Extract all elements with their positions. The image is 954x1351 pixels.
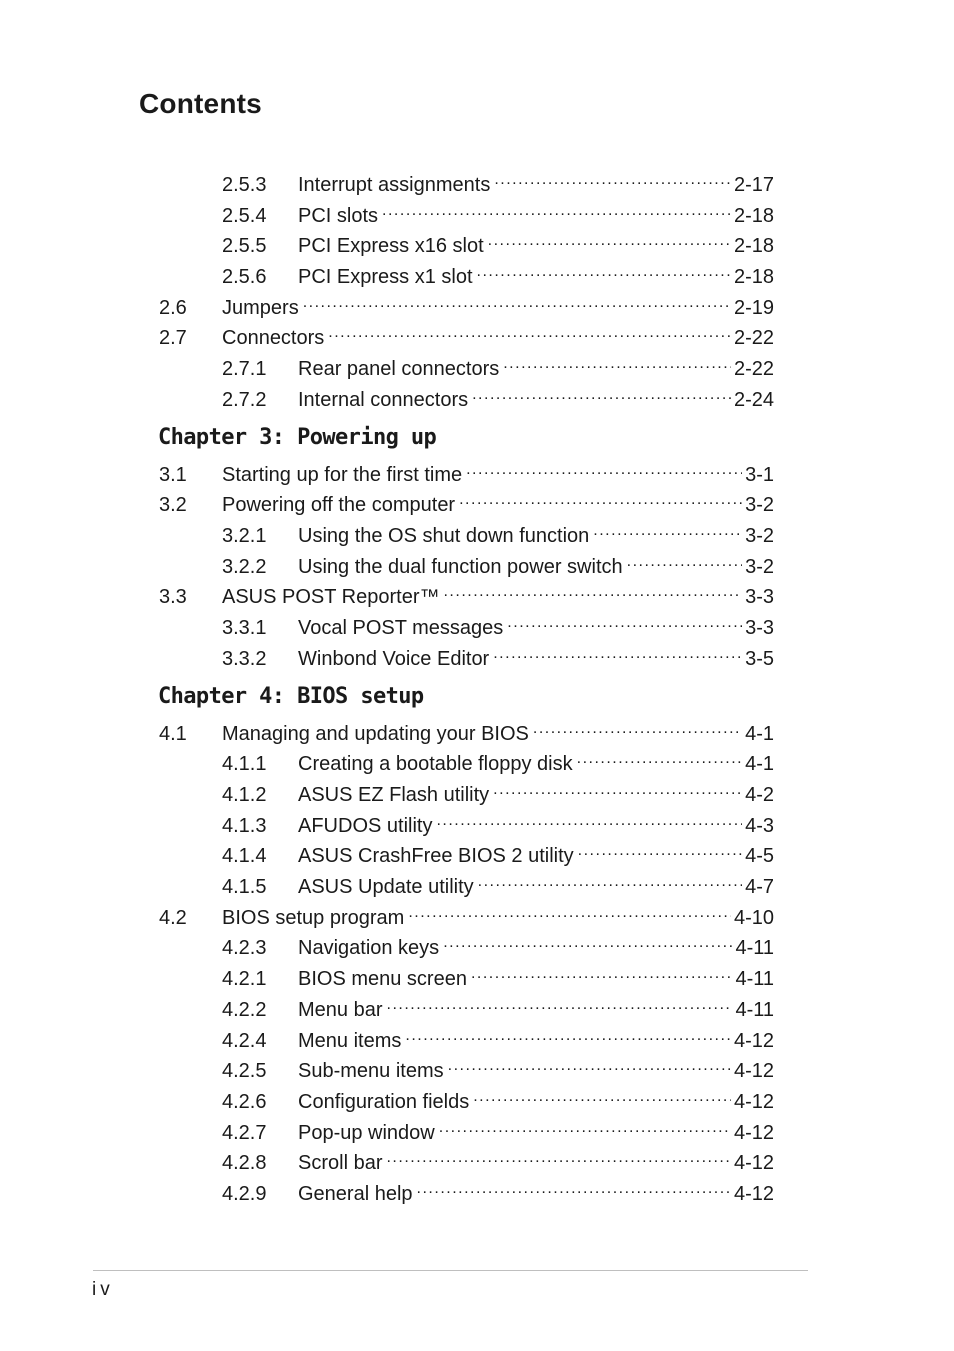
dot-leader: [533, 714, 742, 740]
page-reference: 3-2: [745, 494, 774, 516]
toc-entry[interactable]: [222, 257, 774, 288]
dot-leader: [459, 485, 742, 511]
section-title: PCI Express x16 slot: [298, 235, 484, 257]
section-number: 3.3.2: [222, 648, 267, 670]
section-number: 4.2.1: [222, 968, 267, 990]
dot-leader: [328, 318, 731, 344]
section-number: 2.5.5: [222, 235, 267, 257]
section-number: 2.5.4: [222, 205, 267, 227]
page-reference: 4-12: [733, 1060, 774, 1082]
toc-entry[interactable]: [222, 349, 774, 380]
chapter-heading: Chapter 3: Powering up: [158, 424, 437, 450]
section-title: Menu items: [298, 1030, 402, 1052]
dot-leader: [472, 380, 731, 406]
toc-entry[interactable]: [222, 196, 774, 227]
toc-entry[interactable]: [159, 898, 774, 929]
page-reference: 2-22: [733, 327, 774, 349]
dot-leader: [408, 898, 731, 924]
page-reference: 4-2: [745, 784, 774, 806]
toc-entry[interactable]: [159, 288, 774, 319]
section-title: Creating a bootable floppy disk: [298, 753, 573, 775]
section-number: 4.2.7: [222, 1122, 267, 1144]
page-reference: 4-12: [733, 1091, 774, 1113]
page-reference: 2-18: [733, 235, 774, 257]
section-title: Using the OS shut down function: [298, 525, 590, 547]
dot-leader: [488, 226, 731, 252]
page-title: Contents: [139, 88, 262, 119]
dot-leader: [466, 455, 742, 481]
page-reference: 4-12: [733, 1122, 774, 1144]
toc-entry[interactable]: [222, 867, 774, 898]
dot-leader: [578, 836, 742, 862]
section-number: 4.2.3: [222, 937, 267, 959]
page-reference: 2-22: [733, 358, 774, 380]
toc-entry[interactable]: [222, 226, 774, 257]
section-title: Interrupt assignments: [298, 174, 491, 196]
section-title: Navigation keys: [298, 937, 440, 959]
toc-entry[interactable]: [222, 1113, 774, 1144]
section-number: 4.2: [159, 907, 187, 929]
toc-entry[interactable]: [222, 1051, 774, 1082]
footer-divider: [93, 1270, 808, 1271]
section-title: Connectors: [222, 327, 325, 349]
section-title: Winbond Voice Editor: [298, 648, 490, 670]
section-title: Using the dual function power switch: [298, 556, 623, 578]
toc-entry[interactable]: [222, 744, 774, 775]
dot-leader: [473, 1082, 731, 1108]
section-title: PCI Express x1 slot: [298, 266, 473, 288]
section-number: 3.2: [159, 494, 187, 516]
section-title: ASUS Update utility: [298, 876, 474, 898]
dot-leader: [443, 928, 732, 954]
dot-leader: [439, 1113, 731, 1139]
section-number: 3.1: [159, 464, 187, 486]
page-reference: 2-18: [733, 205, 774, 227]
dot-leader: [443, 577, 742, 603]
section-title: Managing and updating your BIOS: [222, 723, 529, 745]
toc-entry[interactable]: [159, 485, 774, 516]
page-reference: 4-12: [733, 1183, 774, 1205]
page-reference: 2-24: [733, 389, 774, 411]
section-number: 4.2.9: [222, 1183, 267, 1205]
dot-leader: [386, 1143, 730, 1169]
dot-leader: [417, 1174, 731, 1200]
section-title: ASUS POST Reporter™: [222, 586, 440, 608]
section-number: 4.2.2: [222, 999, 267, 1021]
page-reference: 3-2: [745, 556, 774, 578]
page-reference: 3-5: [745, 648, 774, 670]
section-number: 3.2.1: [222, 525, 267, 547]
dot-leader: [493, 775, 742, 801]
section-title: Configuration fields: [298, 1091, 470, 1113]
section-title: Rear panel connectors: [298, 358, 500, 380]
toc-entry[interactable]: [159, 577, 774, 608]
page-reference: 4-7: [745, 876, 774, 898]
page-reference: 3-3: [745, 617, 774, 639]
page-reference: 2-19: [733, 297, 774, 319]
dot-leader: [471, 959, 732, 985]
page-reference: 4-10: [733, 907, 774, 929]
section-title: Sub-menu items: [298, 1060, 444, 1082]
toc-entry[interactable]: [222, 547, 774, 578]
section-title: BIOS menu screen: [298, 968, 467, 990]
page-reference: 4-11: [735, 999, 774, 1021]
dot-leader: [577, 744, 742, 770]
dot-leader: [436, 806, 742, 832]
section-number: 4.2.5: [222, 1060, 267, 1082]
toc-entry[interactable]: [222, 959, 774, 990]
page-reference: 3-3: [745, 586, 774, 608]
section-number: 4.2.8: [222, 1152, 267, 1174]
toc-entry[interactable]: [222, 1082, 774, 1113]
toc-entry[interactable]: [222, 990, 774, 1021]
section-number: 2.7.2: [222, 389, 267, 411]
toc-entry[interactable]: [222, 775, 774, 806]
section-title: Pop-up window: [298, 1122, 435, 1144]
section-number: 2.5.6: [222, 266, 267, 288]
toc-entry[interactable]: [222, 380, 774, 411]
section-title: Internal connectors: [298, 389, 469, 411]
section-number: 2.7.1: [222, 358, 267, 380]
section-title: Powering off the computer: [222, 494, 456, 516]
toc-entry[interactable]: [222, 836, 774, 867]
section-number: 2.6: [159, 297, 187, 319]
dot-leader: [303, 288, 731, 314]
toc-entry[interactable]: [222, 1143, 774, 1174]
dot-leader: [478, 867, 742, 893]
section-title: ASUS EZ Flash utility: [298, 784, 490, 806]
page-reference: 4-11: [735, 968, 774, 990]
page-number: iv: [92, 1279, 114, 1300]
page-reference: 3-1: [745, 464, 774, 486]
section-number: 4.1.2: [222, 784, 267, 806]
section-number: 2.7: [159, 327, 187, 349]
page-reference: 4-12: [733, 1152, 774, 1174]
page-reference: 4-5: [745, 845, 774, 867]
section-title: BIOS setup program: [222, 907, 405, 929]
page-reference: 4-12: [733, 1030, 774, 1052]
toc-entry[interactable]: [159, 318, 774, 349]
section-number: 4.1.5: [222, 876, 267, 898]
page-reference: 2-18: [733, 266, 774, 288]
section-title: Vocal POST messages: [298, 617, 504, 639]
section-number: 3.3: [159, 586, 187, 608]
toc-entry[interactable]: [222, 928, 774, 959]
toc-entry[interactable]: [222, 516, 774, 547]
section-title: General help: [298, 1183, 413, 1205]
dot-leader: [593, 516, 742, 542]
toc-entry[interactable]: [222, 165, 774, 196]
dot-leader: [382, 196, 731, 222]
dot-leader: [448, 1051, 731, 1077]
dot-leader: [493, 639, 742, 665]
page-reference: 4-3: [745, 815, 774, 837]
section-title: Starting up for the first time: [222, 464, 463, 486]
section-number: 3.2.2: [222, 556, 267, 578]
dot-leader: [507, 608, 742, 634]
toc-entry[interactable]: [222, 639, 774, 670]
dot-leader: [387, 990, 733, 1016]
page-reference: 4-1: [745, 753, 774, 775]
section-number: 4.1.1: [222, 753, 267, 775]
section-title: Jumpers: [222, 297, 299, 319]
dot-leader: [494, 165, 731, 191]
section-number: 4.1.3: [222, 815, 267, 837]
dot-leader: [477, 257, 731, 283]
section-number: 2.5.3: [222, 174, 267, 196]
section-number: 3.3.1: [222, 617, 267, 639]
section-number: 4.1: [159, 723, 187, 745]
toc-entry[interactable]: [222, 1174, 774, 1205]
section-title: AFUDOS utility: [298, 815, 433, 837]
toc-entry[interactable]: [222, 1021, 774, 1052]
dot-leader: [627, 547, 742, 573]
section-title: PCI slots: [298, 205, 379, 227]
toc-entry[interactable]: [159, 455, 774, 486]
toc-entry[interactable]: [222, 806, 774, 837]
toc-entry[interactable]: [159, 714, 774, 745]
section-title: Menu bar: [298, 999, 383, 1021]
chapter-heading: Chapter 4: BIOS setup: [158, 683, 424, 709]
page-reference: 4-11: [735, 937, 774, 959]
section-title: Scroll bar: [298, 1152, 383, 1174]
section-title: ASUS CrashFree BIOS 2 utility: [298, 845, 574, 867]
section-number: 4.2.6: [222, 1091, 267, 1113]
section-number: 4.2.4: [222, 1030, 267, 1052]
section-number: 4.1.4: [222, 845, 267, 867]
page-reference: 4-1: [745, 723, 774, 745]
page-reference: 2-17: [733, 174, 774, 196]
dot-leader: [503, 349, 731, 375]
toc-entry[interactable]: [222, 608, 774, 639]
dot-leader: [405, 1021, 731, 1047]
page-reference: 3-2: [745, 525, 774, 547]
